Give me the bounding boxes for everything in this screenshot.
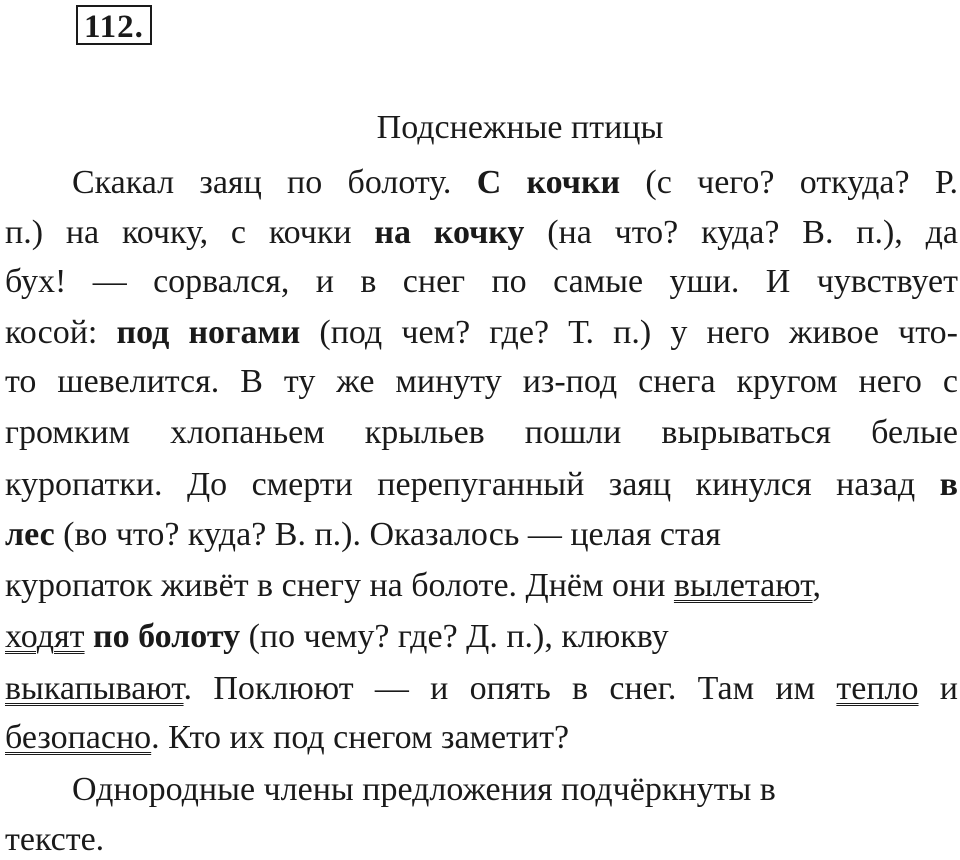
text-line-1 <box>72 163 958 203</box>
bold-phrase: лес <box>5 516 55 553</box>
text-line-5 <box>5 362 958 402</box>
text-segment: (во что? куда? В. п.). Оказалось — целая стая <box>54 516 721 553</box>
text-segment: Скакал заяц по болоту. <box>72 164 477 201</box>
bold-phrase: в <box>939 466 958 503</box>
text-segment: п.) на кочку, с кочки <box>5 214 375 251</box>
text-line-11 <box>5 669 958 709</box>
text-title: Подснежные птицы <box>376 109 664 146</box>
text-segment: (на что? куда? В. п.), да <box>524 214 959 251</box>
underlined-word: ходят <box>5 618 85 655</box>
bold-phrase: С кочки <box>476 164 621 201</box>
exercise-number: 112. <box>76 5 152 45</box>
bold-phrase: под ногами <box>116 314 301 351</box>
text-segment: куропатки. До смерти перепуганный заяц кинулся назад <box>5 466 940 503</box>
text-line-6 <box>5 413 958 453</box>
text-segment: то шевелится. В ту же минуту из-под снега кругом него с <box>5 363 958 400</box>
text-segment: (с чего? откуда? Р. <box>620 164 958 201</box>
text-line-2 <box>5 213 958 253</box>
text-line-13 <box>72 770 776 810</box>
text-segment: Однородные члены предложения подчёркнуты в <box>72 771 776 808</box>
text-line-12 <box>5 718 569 758</box>
underlined-word: выкапывают <box>5 670 184 707</box>
text-line-7 <box>5 465 958 505</box>
text-segment: косой: <box>5 314 117 351</box>
underlined-word: вылетают <box>673 567 813 604</box>
text-segment: . Кто их под снегом заметит? <box>151 719 570 756</box>
text-segment: , <box>812 567 822 604</box>
text-line-8 <box>5 515 721 555</box>
text-segment: громким хлопаньем крыльев пошли вырываться белые <box>5 414 958 451</box>
text-segment <box>85 618 94 655</box>
text-segment: (по чему? где? Д. п.), клюкву <box>240 618 669 655</box>
text-segment: . Поклюют — и опять в снег. Там им <box>183 670 837 707</box>
text-line-3 <box>5 262 958 302</box>
text-line-9 <box>5 566 821 606</box>
text-line-14 <box>5 820 104 860</box>
text-segment: и <box>918 670 958 707</box>
text-segment: куропаток живёт в снегу на болоте. Днём они <box>5 567 674 604</box>
bold-phrase: по болоту <box>93 618 241 655</box>
underlined-word: безопасно <box>5 719 152 756</box>
bold-phrase: на кочку <box>374 214 525 251</box>
text-segment: бух! — сорвался, и в снег по самые уши. И чувствует <box>5 263 958 300</box>
text-line-10 <box>5 617 669 657</box>
underlined-word: тепло <box>836 670 919 707</box>
text-segment: (под чем? где? Т. п.) у него живое что- <box>300 314 958 351</box>
text-line-4 <box>5 313 958 353</box>
text-segment: тексте. <box>5 821 105 858</box>
